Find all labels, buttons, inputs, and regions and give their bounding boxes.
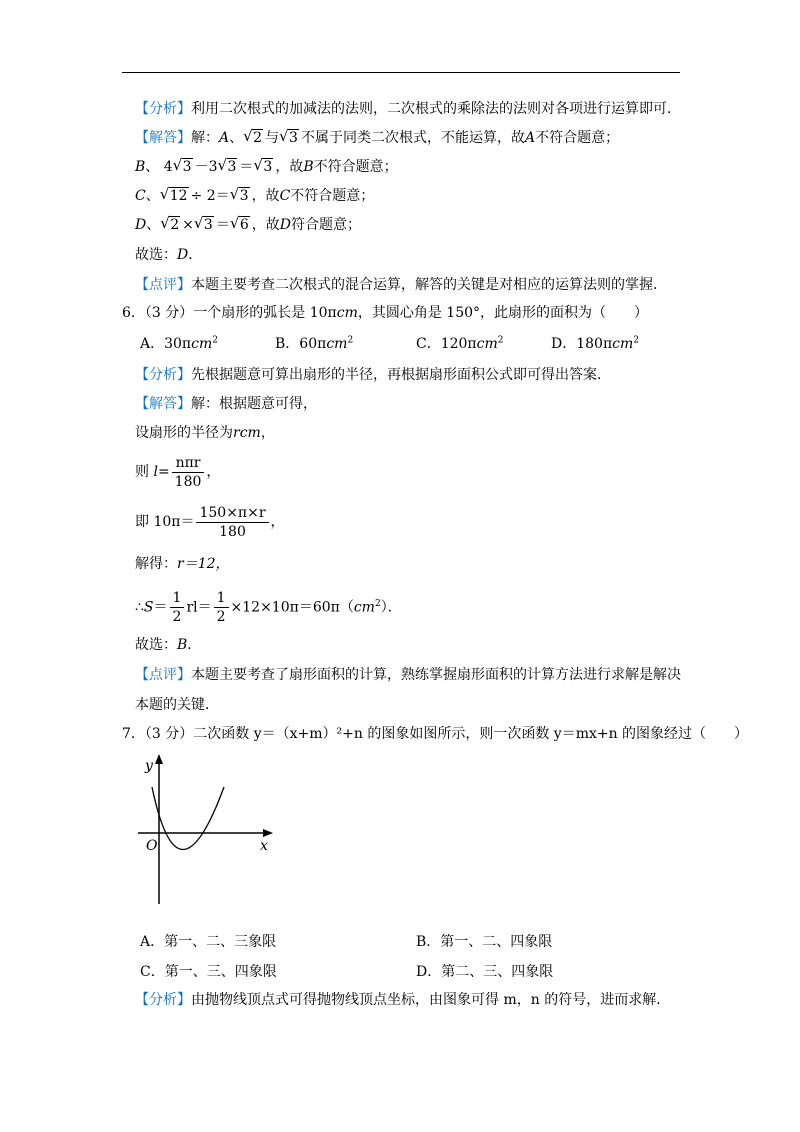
answer-tag: 【解答】 — [135, 130, 191, 146]
q5-answer-c: C、√ 12 ÷ 2＝√ 3 ，故C不符合题意； — [135, 186, 374, 206]
q5-answer-a: 【解答】解：A、√ 2 与√ 3 不属于同类二次根式，不能运算，故A不符合题意； — [135, 128, 619, 148]
q6-comment-2: 本题的关键． — [135, 697, 219, 713]
q6-choose: 故选：B． — [135, 637, 202, 653]
q5-comment: 【点评】本题主要考查二次根式的混合运算，解答的关键是对相应的运算法则的掌握． — [135, 277, 667, 293]
header-rule — [122, 72, 680, 73]
y-axis-arrow — [155, 754, 163, 764]
q6-analysis: 【分析】先根据题意可算出扇形的半径，再根据扇形面积公式即可得出答案． — [135, 367, 611, 383]
comment-tag: 【点评】 — [135, 277, 191, 293]
q6-radius: 设扇形的半径为rcm， — [135, 425, 275, 441]
arc-length-fraction: $\frac{\text{nπr}}{180}$ — [172, 454, 205, 491]
y-axis-label: y — [145, 758, 153, 774]
q6-solve: 解得：r＝12， — [135, 556, 230, 572]
parabola-graph — [138, 752, 278, 907]
q6-substitute: 即 10π＝ $\frac{150\times\pi\times r}{180}$ ， — [135, 504, 285, 540]
q7-analysis: 【分析】由抛物线顶点式可得抛物线顶点坐标，由图象可得 m，n 的符号，进而求解． — [135, 992, 671, 1008]
q7-option-a: A．第一、二、三象限 — [140, 934, 277, 950]
analysis-tag: 【分析】 — [135, 101, 191, 117]
q6-option-b: B．60πcm$^2$ — [275, 335, 354, 352]
comment-tag: 【点评】 — [135, 667, 191, 683]
q5-analysis: 【分析】利用二次根式的加减法的法则，二次根式的乘除法的法则对各项进行运算即可． — [135, 101, 681, 117]
q6-formula: 则 l= $\frac{\text{nπr}}{180}$ ， — [135, 454, 221, 490]
q5-answer-d: D、√ 2 ×√ 3 ＝√ 6 ，故D符合题意； — [135, 215, 361, 235]
origin-label: O — [146, 838, 158, 854]
q6-area: ∴S＝ $\frac{1}{2}$ rl＝ $\frac{1}{2}$ $\times 12\times 10\pi=60\pi(cm^2)$． — [135, 590, 402, 626]
q7-option-d: D．第二、三、四象限 — [416, 964, 554, 980]
substitute-fraction: $\frac{150\times\pi\times r}{180}$ — [196, 504, 268, 541]
q6-stem: 6．（3 分）一个扇形的弧长是 10πcm，其圆心角是 150°，此扇形的面积为（ ） — [122, 305, 649, 321]
x-axis-label: x — [260, 838, 268, 854]
q6-option-c: C．120πcm$^2$ — [416, 335, 504, 352]
q6-option-d: D．180πcm$^2$ — [551, 335, 640, 352]
x-axis-arrow — [263, 829, 273, 837]
analysis-tag: 【分析】 — [135, 992, 191, 1008]
q7-stem: 7．（3 分）二次函数 y＝（x+m）²+n 的图象如图所示，则一次函数 y＝mx+n 的图象经过（ ） — [122, 726, 749, 742]
q5-answer-b: B、 4√ 3 －3√ 3 ＝√ 3 ，故B不符合题意； — [135, 157, 398, 177]
q5-choose: 故选：D． — [135, 247, 203, 263]
q6-option-a: A．30πcm$^2$ — [140, 335, 218, 352]
analysis-tag: 【分析】 — [135, 367, 191, 383]
q6-answer: 【解答】解：根据题意可得， — [135, 396, 317, 412]
q7-option-c: C．第一、三、四象限 — [140, 964, 277, 980]
parabola-curve — [152, 787, 224, 850]
answer-tag: 【解答】 — [135, 396, 191, 412]
q7-option-b: B．第一、二、四象限 — [416, 934, 553, 950]
q6-comment-1: 【点评】本题主要考查了扇形面积的计算，熟练掌握扇形面积的计算方法进行求解是解决 — [135, 667, 681, 683]
